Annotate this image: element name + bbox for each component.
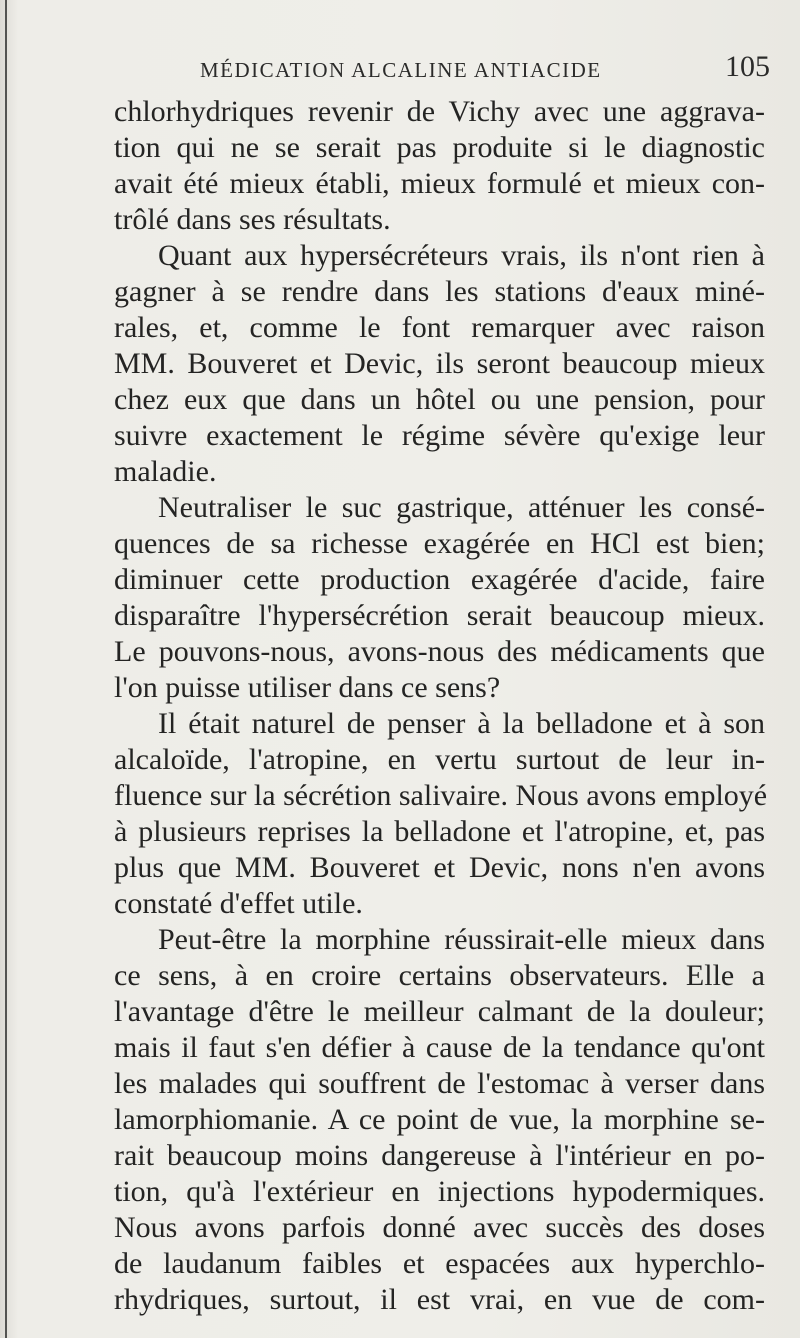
text-line: gagner à se rendre dans les stations d'eaux miné- xyxy=(114,275,765,308)
text-line: tion, qu'à l'extérieur en injections hypodermiques. xyxy=(114,1175,765,1208)
running-head: MÉDICATION ALCALINE ANTIACIDE xyxy=(200,58,602,82)
text-line: suivre exactement le régime sévère qu'exige leur xyxy=(114,419,765,452)
text-line: rait beaucoup moins dangereuse à l'intérieur en po- xyxy=(114,1139,765,1172)
text-line: chlorhydriques revenir de Vichy avec une aggrava- xyxy=(114,95,765,128)
page-header xyxy=(200,48,770,88)
text-line: plus que MM. Bouveret et Devic, nons n'en avons xyxy=(114,851,765,884)
text-line: diminuer cette production exagérée d'acide, faire xyxy=(114,563,765,596)
text-line: alcaloïde, l'atropine, en vertu surtout de leur in- xyxy=(114,743,765,776)
text-line: quences de sa richesse exagérée en HCl est bien; xyxy=(114,527,765,560)
text-line: trôlé dans ses résultats. xyxy=(114,203,391,236)
text-line: les malades qui souffrent de l'estomac à verser dans xyxy=(114,1067,765,1100)
text-line: Il était naturel de penser à la belladone et à son xyxy=(158,707,765,740)
page-number: 105 xyxy=(725,50,770,83)
text-line: tion qui ne se serait pas produite si le diagnostic xyxy=(114,131,765,164)
text-line: Nous avons parfois donné avec succès des doses xyxy=(114,1211,765,1244)
text-line: rales, et, comme le font remarquer avec raison xyxy=(114,311,765,344)
text-line: MM. Bouveret et Devic, ils seront beaucoup mieux xyxy=(114,347,765,380)
text-line: mais il faut s'en défier à cause de la tendance qu'ont xyxy=(114,1031,765,1064)
text-line: Quant aux hypersécréteurs vrais, ils n'ont rien à xyxy=(158,239,765,272)
text-line: maladie. xyxy=(114,455,217,488)
text-line: constaté d'effet utile. xyxy=(114,887,363,920)
text-line: Le pouvons-nous, avons-nous des médicaments que xyxy=(114,635,765,668)
text-line: rhydriques, surtout, il est vrai, en vue de com- xyxy=(114,1283,765,1316)
text-line: ce sens, à en croire certains observateurs. Elle a xyxy=(114,959,765,992)
text-line: de laudanum faibles et espacées aux hyperchlo- xyxy=(114,1247,765,1280)
text-line: Peut-être la morphine réussirait-elle mieux dans xyxy=(158,923,765,956)
text-line: Neutraliser le suc gastrique, atténuer les consé- xyxy=(158,491,765,524)
text-line: avait été mieux établi, mieux formulé et mieux con- xyxy=(114,167,765,200)
text-line: l'avantage d'être le meilleur calmant de la douleur; xyxy=(114,995,765,1028)
text-line: l'on puisse utiliser dans ce sens? xyxy=(114,671,501,704)
text-line: fluence sur la sécrétion salivaire. Nous avons employé xyxy=(114,779,768,812)
text-line: à plusieurs reprises la belladone et l'atropine, et, pas xyxy=(114,815,765,848)
text-line: disparaître l'hypersécrétion serait beaucoup mieux. xyxy=(114,599,765,632)
text-line: chez eux que dans un hôtel ou une pension, pour xyxy=(114,383,765,416)
binding-edge xyxy=(5,0,7,1338)
text-line: lamorphiomanie. A ce point de vue, la morphine se- xyxy=(114,1103,765,1136)
